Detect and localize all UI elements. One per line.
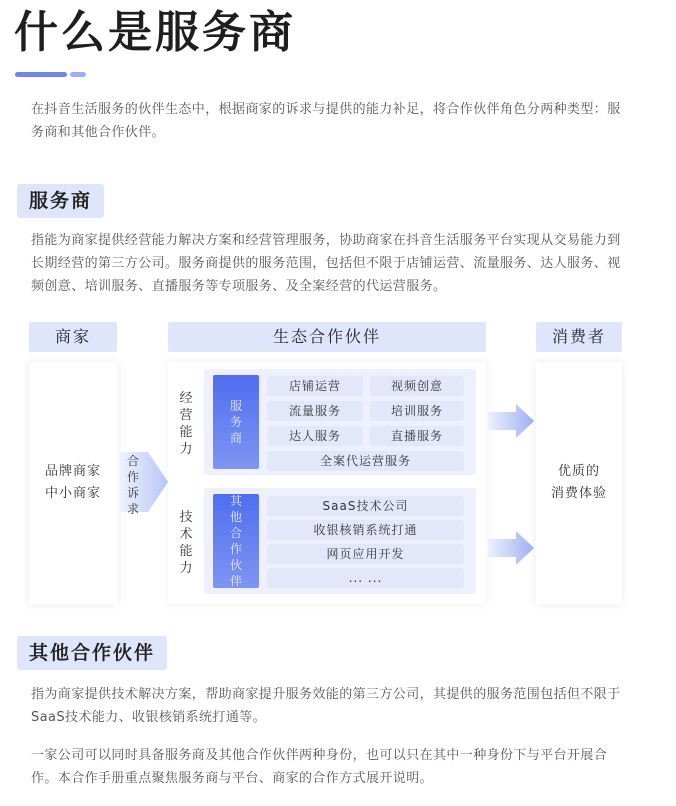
- output-arrow-icon: [488, 530, 536, 566]
- tech-item: 收银核销系统打通: [267, 520, 464, 540]
- title-underline-accent: [70, 72, 86, 77]
- operation-capability-label: 经营能力: [179, 391, 193, 457]
- service-provider-category: 服务商: [213, 375, 259, 469]
- service-item: 视频创意: [370, 376, 464, 396]
- service-item: 店铺运营: [267, 376, 363, 396]
- other-partners-category: 其他合作伙伴: [213, 494, 259, 588]
- service-item: 培训服务: [370, 401, 464, 421]
- other-partners-description: 指为商家提供技术解决方案，帮助商家提升服务效能的第三方公司，其提供的服务范围包括但不限于SaaS技术能力、收银核销系统打通等。: [31, 687, 621, 725]
- tech-item: 网页应用开发: [267, 544, 464, 564]
- service-item-full: 全案代运营服务: [267, 451, 464, 471]
- section-heading-other-partners: 其他合作伙伴: [17, 636, 167, 670]
- section-heading-service-provider: 服务商: [17, 184, 104, 218]
- consumer-line2: 消费体验: [550, 486, 607, 501]
- identity-note: 一家公司可以同时具备服务商及其他合作伙伴两种身份，也可以只在其中一种身份下与平台开展合作。本合作手册重点聚焦服务商与平台、商家的合作方式展开说明。: [31, 748, 608, 786]
- ecosystem-header: 生态合作伙伴: [168, 322, 486, 352]
- consumer-experience: [536, 461, 622, 505]
- output-arrow-icon: [488, 403, 536, 439]
- service-provider-description: 指能为商家提供经营能力解决方案和经营管理服务，协助商家在抖音生活服务平台实现从交易能力到长期经营的第三方公司。服务商提供的服务范围，包括但不限于店铺运营、流量服务、达人服务、视频创意、培训服务、直播服务等专项服务、及全案经营的代运营服务。: [31, 233, 621, 294]
- tech-item: ... ...: [267, 568, 464, 588]
- service-item: 直播服务: [370, 426, 464, 446]
- title-underline: [15, 72, 67, 77]
- service-item: 流量服务: [267, 401, 363, 421]
- service-item: 达人服务: [267, 426, 363, 446]
- page-title: 什么是服务商: [14, 7, 296, 58]
- cooperation-demand-label: 合作诉求: [126, 454, 139, 516]
- merchant-type-brand: 品牌商家: [44, 464, 101, 479]
- consumer-header: 消费者: [536, 322, 622, 352]
- merchant-types: [29, 461, 117, 505]
- tech-capability-label: 技术能力: [179, 510, 193, 576]
- merchant-header: 商家: [29, 322, 117, 352]
- tech-item: SaaS技术公司: [267, 496, 464, 516]
- merchant-type-sme: 中小商家: [44, 486, 101, 501]
- consumer-line1: 优质的: [557, 464, 600, 479]
- intro-paragraph: 在抖音生活服务的伙伴生态中，根据商家的诉求与提供的能力补足，将合作伙伴角色分两种类型：服务商和其他合作伙伴。: [31, 102, 621, 140]
